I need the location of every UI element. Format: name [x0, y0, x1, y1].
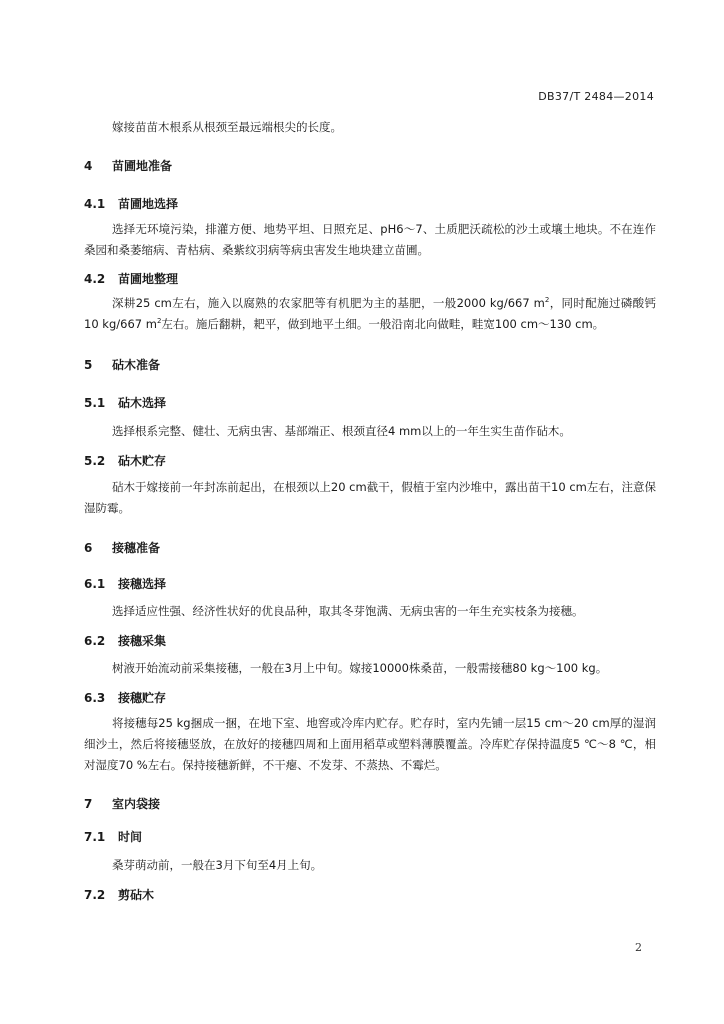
- section-heading-7: [84, 795, 160, 812]
- paragraph-5-2: 砧木于嫁接前一年封冻前起出，在根颈以上20 cm截干，假植于室内沙堆中，露出苗干10 cm左右，注意保湿防霉。: [84, 480, 656, 515]
- section-number: 7.2: [84, 888, 106, 902]
- section-heading-6-1: [84, 575, 166, 592]
- paragraph-4-1: 选择无环境污染，排灌方便、地势平坦、日照充足、pH6～7、土质肥沃疏松的沙土或壤土地块。不在连作桑园和桑萎缩病、青枯病、桑紫纹羽病等病虫害发生地块建立苗圃。: [84, 222, 656, 257]
- paragraph-6-3: 将接穗每25 kg捆成一捆，在地下室、地窖或冷库内贮存。贮存时，室内先铺一层15 cm～20 cm厚的湿润细沙土，然后将接穗竖放，在放好的接穗四周和上面用稻草或塑料薄膜覆盖。冷库贮存保持温度5 ℃～8 ℃，相对湿度70 %左右。保持接穗新鲜，不干瘪、不发芽、不蒸热、不霉烂。: [84, 716, 656, 772]
- section-heading-6-2: [84, 632, 166, 649]
- section-heading-5-1: [84, 394, 166, 411]
- section-title: 苗圃地准备: [112, 159, 173, 173]
- paragraph-5-1: 选择根系完整、健壮、无病虫害、基部端正、根颈直径4 mm以上的一年生实生苗作砧木。: [112, 424, 571, 438]
- superscript: 2: [544, 296, 550, 305]
- superscript: 2: [156, 317, 162, 326]
- section-title: 时间: [118, 830, 143, 844]
- section-title: 苗圃地整理: [118, 272, 179, 286]
- paragraph-text: ，同时配施过磷酸钙10 kg/667 m: [84, 296, 657, 331]
- section-number: 4.1: [84, 197, 106, 211]
- section-number: 5: [84, 358, 93, 372]
- section-number: 6.2: [84, 634, 106, 648]
- page-number: 2: [635, 941, 642, 954]
- intro-paragraph: 嫁接苗苗木根系从根颈至最远端根尖的长度。: [112, 120, 342, 134]
- document-code: DB37/T 2484—2014: [538, 90, 654, 103]
- section-heading-7-1: [84, 828, 142, 845]
- section-heading-4-2: [84, 270, 178, 287]
- section-heading-6-3: [84, 689, 166, 706]
- section-number: 6: [84, 541, 93, 555]
- section-title: 砧木准备: [112, 358, 161, 372]
- paragraph-4-2: [84, 293, 656, 335]
- section-number: 4.2: [84, 272, 106, 286]
- paragraph-7-1: 桑芽萌动前，一般在3月下旬至4月上旬。: [112, 858, 323, 872]
- section-title: 砧木贮存: [118, 454, 167, 468]
- section-heading-5: [84, 356, 160, 373]
- section-heading-6: [84, 539, 160, 556]
- paragraph-text: 左右。施后翻耕，耙平，做到地平土细。一般沿南北向做畦，畦宽100 cm～130 cm。: [161, 317, 605, 331]
- section-title: 接穗准备: [112, 541, 161, 555]
- paragraph-text: 深耕25 cm左右，施入以腐熟的农家肥等有机肥为主的基肥，一般2000 kg/667 m: [112, 296, 545, 310]
- section-title: 砧木选择: [118, 396, 167, 410]
- section-number: 5.2: [84, 454, 106, 468]
- section-title: 剪砧木: [118, 888, 155, 902]
- section-number: 6.1: [84, 577, 106, 591]
- section-number: 7: [84, 797, 93, 811]
- paragraph-6-2: 树液开始流动前采集接穗，一般在3月上中旬。嫁接10000株桑苗，一般需接穗80 kg～100 kg。: [112, 661, 608, 675]
- section-title: 苗圃地选择: [118, 197, 179, 211]
- section-number: 4: [84, 159, 93, 173]
- section-heading-4: [84, 157, 172, 174]
- section-heading-7-2: [84, 886, 154, 903]
- section-title: 接穗采集: [118, 634, 167, 648]
- paragraph-6-1: 选择适应性强、经济性状好的优良品种，取其冬芽饱满、无病虫害的一年生充实枝条为接穗。: [112, 604, 584, 618]
- section-title: 接穗贮存: [118, 691, 167, 705]
- section-title: 室内袋接: [112, 797, 161, 811]
- section-title: 接穗选择: [118, 577, 167, 591]
- section-number: 5.1: [84, 396, 106, 410]
- section-number: 7.1: [84, 830, 106, 844]
- section-heading-5-2: [84, 452, 166, 469]
- section-number: 6.3: [84, 691, 106, 705]
- section-heading-4-1: [84, 195, 178, 212]
